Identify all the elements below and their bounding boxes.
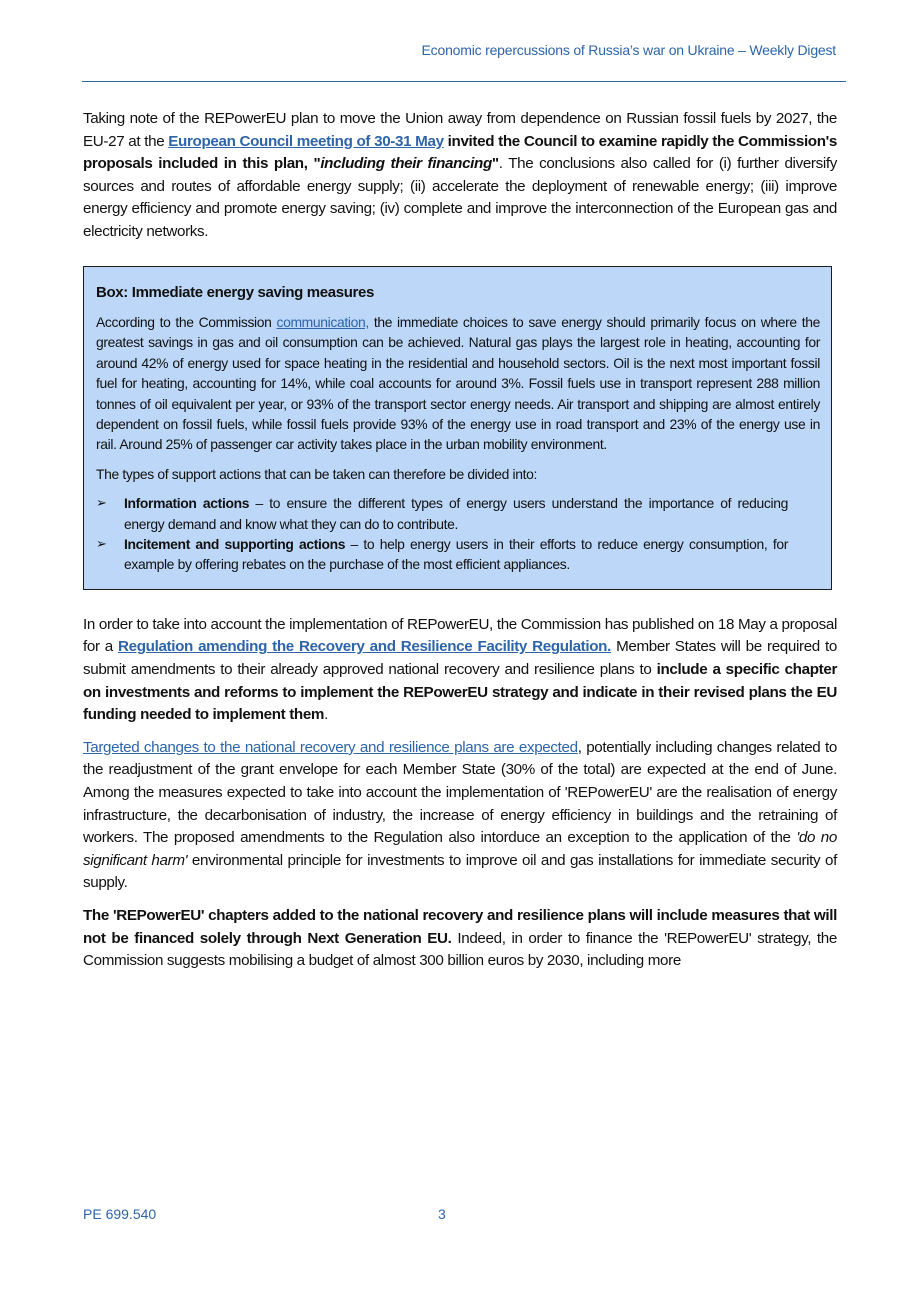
communication-link[interactable]: communication, <box>276 313 369 330</box>
italic-text: 'do no significant harm' <box>83 829 838 869</box>
list-item <box>96 534 788 575</box>
list-item-text: – to ensure the different types of energy users understand the importance of reducing energy demand and know what they can do to contribute. <box>124 495 789 532</box>
text: According to the Commission <box>96 313 277 330</box>
text: the immediate choices to save energy should primarily focus on where the greatest savings in gas and oil consumption can be achieved. Natural gas plays the largest role in heating, accounting for around 42% of energy used for space heating in the residential and household sectors. Oil is the next most important fossil fuel for heating, accounting for 14%, while coal accounts for around 3%. Fossil fuels use in transport represent 288 million tonnes of oil equivalent per year, or 93% of the transport sector energy needs. Air transport and shipping are almost entirely dependent on fossil fuels, while fossil fuels provide 93% of the energy use in road transport and 23% of the energy use in rail. Around 25% of passenger car activity takes place in the urban mobility environment. <box>96 313 820 453</box>
page-number: 3 <box>438 1206 446 1222</box>
arrow-bullet-icon: ➢ <box>96 495 107 511</box>
text: environmental principle for investments to improve oil and gas installations for immediate security of supply. <box>83 851 837 892</box>
paragraph-targeted-changes <box>83 737 837 895</box>
bold-italic-text: including their financing <box>320 155 492 173</box>
text: , potentially including changes related to the readjustment of the grant envelope for each Member State (30% of the total) are expected at the end of June. Among the measures expected to take into account the implementation of 'REPowerEU' are the realisation of energy infrastructure, the decarbonisation of industry, the increase of energy efficiency in buildings and the retraining of workers. The proposed amendments to the Regulation also intorduce an exception to the application of the <box>83 738 837 847</box>
bold-text: The 'REPowerEU' chapters added to the national recovery and resilience plans will include measures that will not be financed solely through Next Generation EU. <box>83 906 837 947</box>
energy-saving-box <box>83 266 832 590</box>
list-item-title: Information actions <box>124 495 250 512</box>
box-paragraph <box>96 312 820 455</box>
header-divider <box>82 81 846 82</box>
box-title: Box: Immediate energy saving measures <box>96 283 375 301</box>
text: Indeed, in order to finance the 'REPowerEU' strategy, the Commission suggests mobilising a budget of almost 300 billion euros by 2030, including more <box>83 929 837 970</box>
bold-text: invited the Council to examine rapidly the Commission's proposals included in this plan, " <box>83 132 838 173</box>
bold-text: include a specific chapter on investments and reforms to implement the REPowerEU strategy and indicate in their revised plans the EU funding needed to implement them <box>83 661 838 724</box>
main-content <box>83 108 837 973</box>
targeted-changes-link[interactable]: Targeted changes to the national recovery and resilience plans are expected <box>83 738 578 756</box>
running-header: Economic repercussions of Russia’s war on Ukraine – Weekly Digest <box>421 42 836 58</box>
text: Member States will be required to submit amendments to their already approved national recovery and resilience plans to <box>83 638 837 679</box>
paragraph-rrf-regulation <box>83 614 837 727</box>
european-council-link[interactable]: European Council meeting of 30-31 May <box>168 132 444 150</box>
box-intro-list: The types of support actions that can be taken can therefore be divided into: <box>96 465 537 482</box>
arrow-bullet-icon: ➢ <box>96 536 107 552</box>
text: . <box>324 706 328 724</box>
text: . The conclusions also called for (i) further diversify sources and routes of affordable energy supply; (ii) accelerate the deployment of renewable energy; (iii) improve energy efficiency and promote energy saving; (iv) complete and improve the interconnection of the European gas and electricity networks. <box>83 155 838 240</box>
document-reference: PE 699.540 <box>83 1206 157 1222</box>
paragraph-european-council <box>83 108 837 244</box>
paragraph-repowereu-chapters <box>83 905 837 973</box>
text: In order to take into account the implementation of REPowerEU, the Commission has published on 18 May a proposal for a <box>83 615 837 656</box>
list-item-title: Incitement and supporting actions <box>124 536 346 553</box>
list-item-text: – to help energy users in their efforts to reduce energy consumption, for example by offering rebates on the purchase of the most efficient appliances. <box>124 536 788 573</box>
list-item <box>96 493 788 534</box>
bold-text: " <box>491 155 499 173</box>
text: Taking note of the REPowerEU plan to move the Union away from dependence on Russian fossil fuels by 2027, the EU-27 at the <box>83 110 837 150</box>
regulation-link[interactable]: Regulation amending the Recovery and Resilience Facility Regulation. <box>118 638 611 656</box>
support-actions-list <box>96 493 820 575</box>
